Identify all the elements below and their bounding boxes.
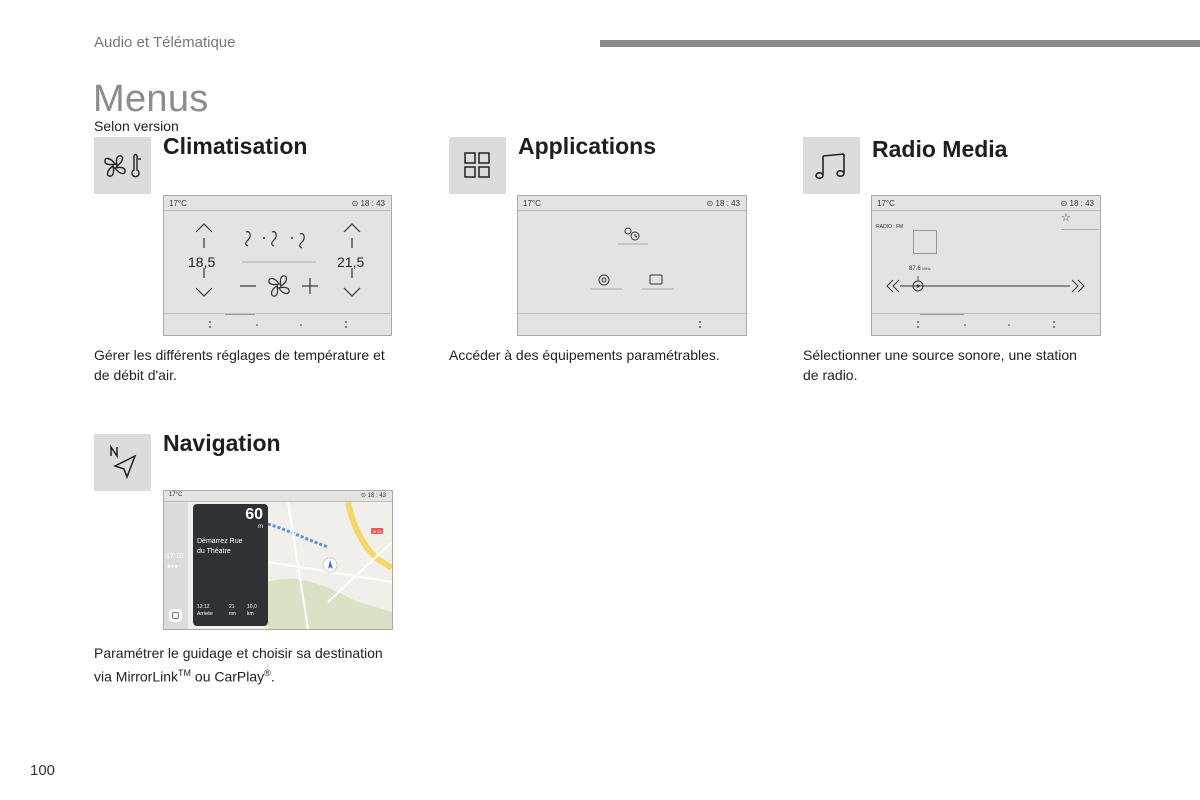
north-arrow-icon xyxy=(94,434,151,491)
screen-bottom-bar xyxy=(164,313,391,335)
screen-temperature: 17°C xyxy=(169,492,183,498)
menu-dots-icon xyxy=(1053,321,1057,328)
screen-time: ⊙ 18 : 43 xyxy=(706,199,740,208)
screen-temperature: 17°C xyxy=(877,199,895,208)
section-title-navigation: Navigation xyxy=(163,430,281,456)
page-title: Menus xyxy=(93,78,209,120)
eta-minutes: 21 mn xyxy=(229,604,236,617)
radio-screen xyxy=(871,195,1101,336)
right-temperature-value: 21,5 xyxy=(337,254,365,270)
climatisation-description: Gérer les différents réglages de température et de débit d'air. xyxy=(94,347,385,383)
section-title-radio-media: Radio Media xyxy=(872,136,1008,162)
radio-media-description: Sélectionner une source sonore, une station de radio. xyxy=(803,347,1077,383)
navigation-description: Paramétrer le guidage et choisir sa destination via MirrorLink™ ou CarPlay®. xyxy=(94,645,383,685)
eta-distance: 10,0 km xyxy=(247,604,257,617)
chapter-header: Audio et Télématique xyxy=(94,34,236,51)
page-number: 100 xyxy=(30,762,56,779)
page-subtitle: Selon version xyxy=(94,118,179,134)
station-artwork xyxy=(913,230,937,254)
menu-dots-icon xyxy=(699,321,703,328)
carplay-side-rail xyxy=(164,502,188,629)
distance-to-turn: 60 xyxy=(245,506,263,523)
screen-temperature: 17°C xyxy=(169,199,187,208)
applications-screen xyxy=(517,195,747,336)
home-button[interactable] xyxy=(169,609,182,622)
section-title-applications: Applications xyxy=(518,133,657,159)
guidance-instruction: Démarrez Rue du Théatre xyxy=(197,538,243,555)
screen-time: ⊙ 18 : 43 xyxy=(1060,199,1094,208)
section-title-climatisation: Climatisation xyxy=(163,133,308,159)
road-label: N 13 xyxy=(373,529,382,534)
header-bar xyxy=(600,40,1200,47)
frequency-readout: 87.6 MHz xyxy=(909,266,931,272)
screen-bottom-bar xyxy=(518,313,746,335)
radio-band-label: RADIO : FM xyxy=(876,224,904,230)
page-dot xyxy=(1008,324,1010,326)
carplay-clock: 17:10 xyxy=(166,553,184,560)
applications-description: Accéder à des équipements paramétrables. xyxy=(449,347,720,363)
menu-dots-icon xyxy=(209,321,213,328)
climatisation-screen xyxy=(163,195,392,336)
star-icon[interactable]: ☆ xyxy=(1061,212,1071,224)
screen-time: ⊙ 18 : 43 xyxy=(351,199,385,208)
navigation-map[interactable] xyxy=(268,502,392,629)
frequency-slider[interactable] xyxy=(872,274,1100,298)
grid-icon xyxy=(449,137,506,194)
screen-bottom-bar xyxy=(872,313,1100,335)
menu-dots-icon xyxy=(345,321,349,328)
applications-icons xyxy=(518,210,746,314)
menu-dots-icon xyxy=(917,321,921,328)
eta-arrival: 12:12 Arrivée xyxy=(197,604,213,617)
music-note-icon xyxy=(803,137,860,194)
page-dot xyxy=(256,324,258,326)
navigation-screen xyxy=(163,490,393,630)
screen-time: ⊙ 18 : 43 xyxy=(360,493,386,499)
distance-unit: m xyxy=(258,524,263,530)
divider xyxy=(1061,229,1099,230)
fan-thermometer-icon xyxy=(94,137,151,194)
screen-temperature: 17°C xyxy=(523,199,541,208)
page-dot xyxy=(300,324,302,326)
guidance-card xyxy=(193,504,268,626)
signal-dots-icon: ●●● xyxy=(167,564,178,570)
page-dot xyxy=(964,324,966,326)
left-temperature-value: 18,5 xyxy=(188,254,216,270)
